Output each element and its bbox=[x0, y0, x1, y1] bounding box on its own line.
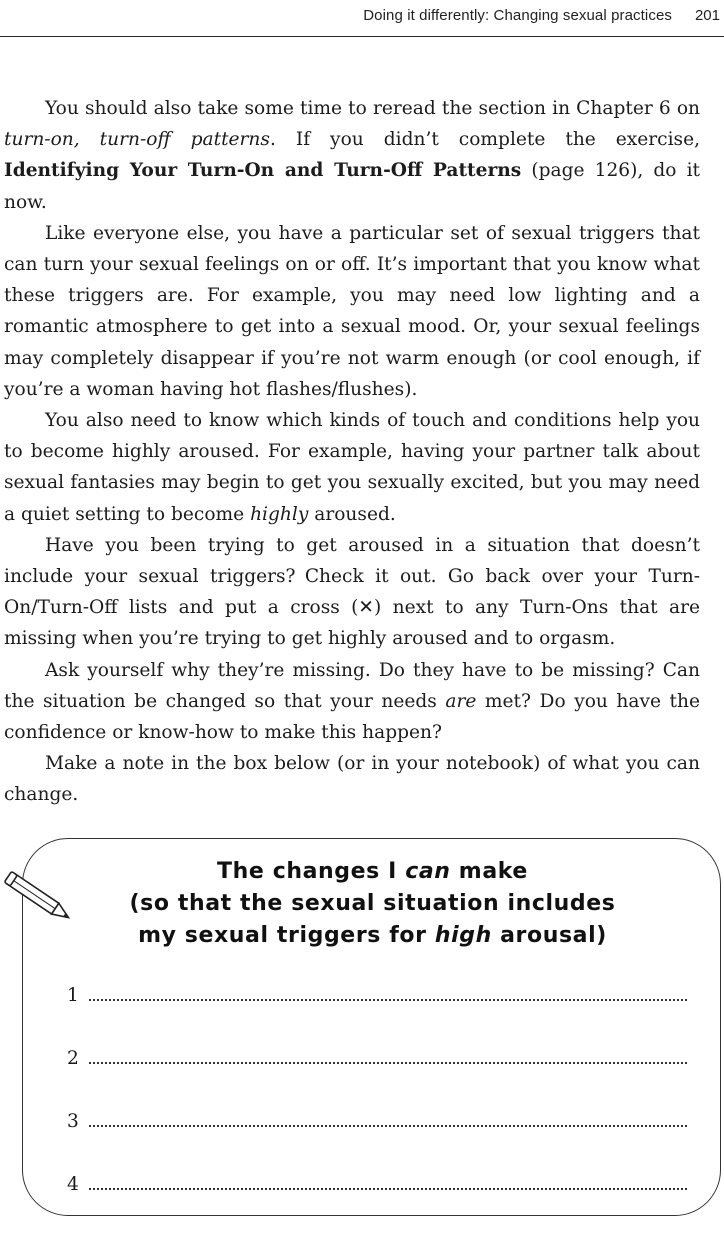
title-line-1-a: The changes I bbox=[217, 859, 406, 884]
note-line-number: 2 bbox=[67, 1048, 79, 1069]
note-line-2[interactable] bbox=[67, 1048, 687, 1111]
dotted-write-line bbox=[89, 985, 687, 1001]
paragraph-1-text-e: (page 126), do it now. bbox=[4, 160, 701, 213]
paragraph-5-italic: are bbox=[445, 690, 477, 712]
note-line-4[interactable] bbox=[67, 1174, 687, 1237]
exercise-title: Identifying Your Turn-On and Turn-Off Patterns bbox=[4, 160, 522, 182]
note-line-number: 4 bbox=[67, 1174, 79, 1195]
paragraph-4: Have you been trying to get aroused in a situation that doesn’t include your sexual triggers? Check it out. Go back over your Turn-On/Turn-Off lists and put a cross (✕) next to any Turn-Ons that are missing when you’re trying to get highly aroused and to orgasm. bbox=[4, 534, 700, 650]
dotted-write-line bbox=[89, 1048, 687, 1064]
paragraph-3-text-c: aroused. bbox=[308, 503, 396, 525]
paragraph-6: Make a note in the box below (or in your notebook) of what you can change. bbox=[4, 753, 700, 806]
title-line-1-italic: can bbox=[405, 859, 451, 884]
paragraph-2: Like everyone else, you have a particular set of sexual triggers that can turn your sexual feelings on or off. It’s important that you know what these triggers are. For example, you may need low lighting and a romantic atmosphere to get into a sexual mood. Or, your sexual feelings may completely disappear if you’re not warm enough (or cool enough, if you’re a woman having hot flashes/flushes). bbox=[4, 222, 700, 400]
note-line-number: 3 bbox=[67, 1111, 79, 1132]
page-number: 201 bbox=[694, 7, 720, 24]
note-line-number: 1 bbox=[67, 985, 79, 1006]
note-box-title bbox=[23, 856, 722, 952]
title-line-1-c: make bbox=[450, 859, 528, 884]
paragraph-3-text-a: You also need to know which kinds of touch and conditions help you to become highly aroused. For example, having your partner talk about sexual fantasies may begin to get you sexually excited, but you may need a quiet setting to become bbox=[4, 410, 700, 525]
paragraph-1-text-a: You should also take some time to reread the section in Chapter 6 on bbox=[45, 98, 700, 119]
paragraph-1-italic: turn-on, turn-off patterns bbox=[4, 129, 270, 151]
paragraph-3-italic: highly bbox=[250, 503, 309, 525]
pencil-icon bbox=[0, 870, 80, 928]
running-header bbox=[0, 0, 724, 37]
body-text bbox=[4, 93, 700, 811]
note-line-3[interactable] bbox=[67, 1111, 687, 1174]
title-line-3-a: my sexual triggers for bbox=[138, 923, 435, 948]
note-box-title-line-2: (so that the sexual situation includes bbox=[129, 891, 616, 916]
note-box-title-line-3 bbox=[23, 920, 722, 952]
note-box bbox=[22, 838, 721, 1216]
note-box-title-line-1 bbox=[23, 856, 722, 888]
dotted-write-line bbox=[89, 1111, 687, 1127]
dotted-write-line bbox=[89, 1174, 687, 1190]
title-line-3-italic: high bbox=[434, 923, 492, 948]
running-title: Doing it differently: Changing sexual practices bbox=[363, 7, 672, 24]
note-lines bbox=[67, 985, 687, 1237]
paragraph-3 bbox=[4, 405, 700, 530]
paragraph-1-text-c: . If you didn’t complete the exercise, bbox=[269, 129, 700, 151]
paragraph-5-text-c: met? Do you have the confidence or know-how to make this happen? bbox=[4, 690, 700, 744]
paragraph-5-text-a: Ask yourself why they’re missing. Do they have to be missing? Can the situation be changed so that your needs bbox=[4, 659, 700, 712]
paragraph-1 bbox=[4, 93, 700, 218]
paragraph-5 bbox=[4, 655, 700, 749]
title-line-3-c: arousal) bbox=[491, 923, 607, 948]
note-line-1[interactable] bbox=[67, 985, 687, 1048]
